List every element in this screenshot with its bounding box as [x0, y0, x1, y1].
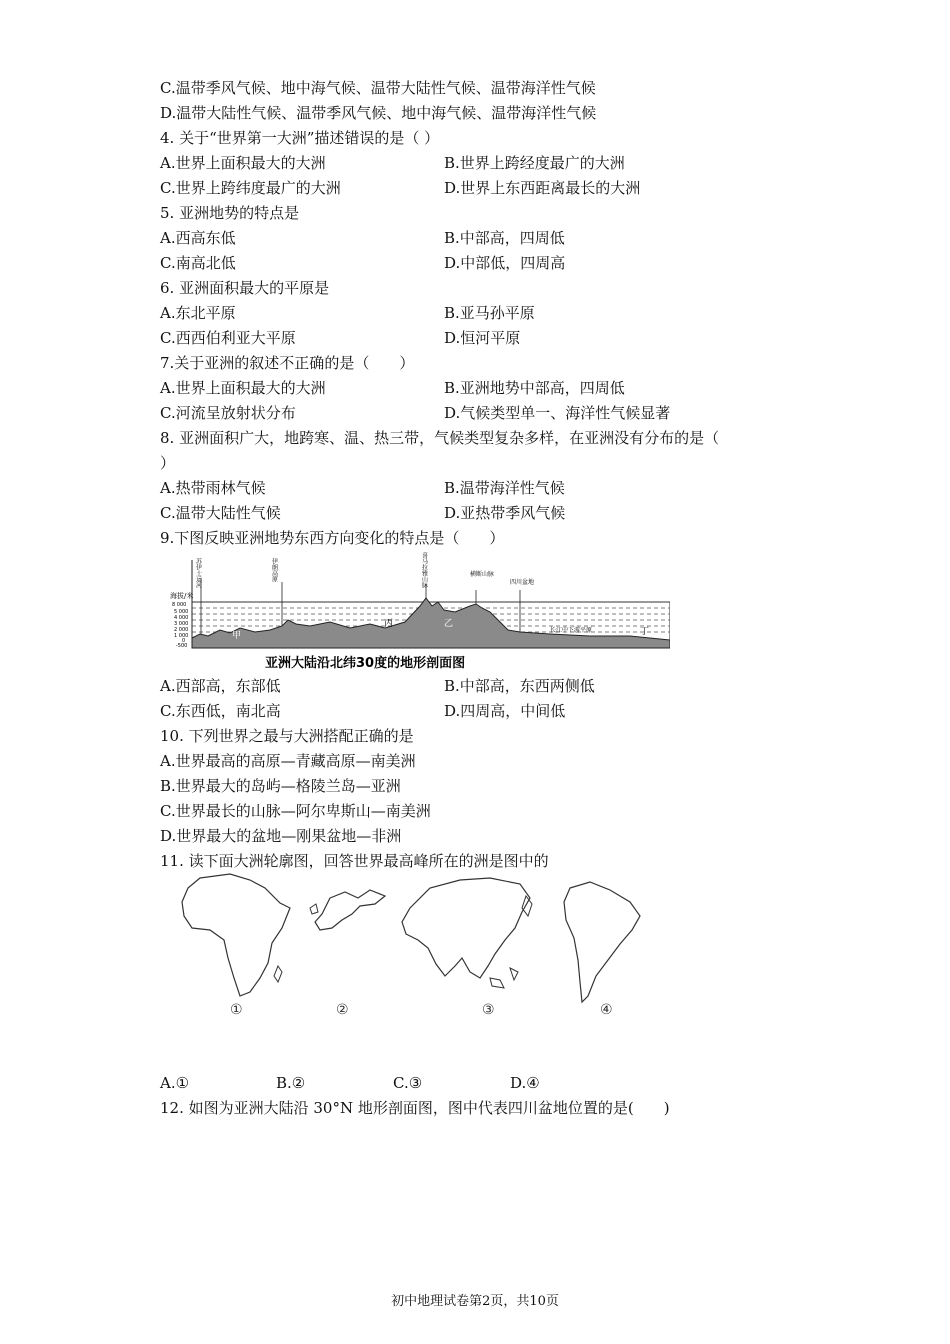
- q5-stem: 5. 亚洲地势的特点是: [160, 204, 300, 222]
- y-tick: 3 000: [174, 621, 189, 627]
- y-tick: 5 000: [174, 609, 189, 615]
- y-axis-label: 海拔/米: [170, 592, 194, 600]
- q8-option-d: D.亚热带季风气候: [444, 504, 566, 522]
- y-tick: 4 000: [174, 615, 189, 621]
- q10-option-d: D.世界最大的盆地—刚果盆地—非洲: [160, 827, 402, 845]
- map-label-4: ④: [600, 1002, 613, 1018]
- q4-option-b: B.世界上跨经度最广的大洲: [444, 154, 625, 172]
- continent-europe-outline: [315, 890, 385, 930]
- q4-stem: 4. 关于“世界第一大洲”描述错误的是（ ）: [160, 129, 440, 147]
- map-label-1: ①: [230, 1002, 243, 1018]
- q10-stem: 10. 下列世界之最与大洲搭配正确的是: [160, 727, 414, 745]
- q9-stem: 9.下图反映亚洲地势东西方向变化的特点是（ ）: [160, 529, 505, 547]
- marker-bing: 丙: [384, 619, 394, 629]
- figure-caption: 亚洲大陆沿北纬30度的地形剖面图: [265, 656, 466, 671]
- madagascar-outline: [274, 966, 282, 982]
- q12-stem: 12. 如图为亚洲大陆沿 30°N 地形剖面图，图中代表四川盆地位置的是( ): [160, 1099, 670, 1117]
- terrain-profile-figure: [170, 550, 670, 675]
- q7-stem: 7.关于亚洲的叙述不正确的是（ ）: [160, 354, 415, 372]
- q11-option-d: D.④: [510, 1074, 540, 1092]
- q8-stem-cont: ）: [160, 454, 176, 472]
- page-footer: 初中地理试卷第2页，共10页: [391, 1294, 559, 1309]
- q7-option-c: C.河流呈放射状分布: [160, 404, 296, 422]
- q4-option-d: D.世界上东西距离最长的大洲: [444, 179, 641, 197]
- q8-option-a: A.热带雨林气候: [160, 479, 266, 497]
- q3-option-c: C.温带季风气候、地中海气候、温带大陆性气候、温带海洋性气候: [160, 79, 596, 97]
- q7-option-b: B.亚洲地势中部高，四周低: [444, 379, 625, 397]
- q10-option-a: A.世界最高的高原—青藏高原—南美洲: [160, 752, 416, 770]
- q10-option-b: B.世界最大的岛屿—格陵兰岛—亚洲: [160, 777, 401, 795]
- marker-ding: 丁: [640, 627, 650, 637]
- y-tick: 8 000: [172, 602, 187, 608]
- continent-africa-outline: [182, 874, 290, 996]
- map-label-2: ②: [336, 1002, 349, 1018]
- continent-south-america-outline: [564, 882, 640, 1002]
- q11-option-c: C.③: [393, 1074, 423, 1092]
- islands-outline: [490, 978, 504, 988]
- islands-outline: [510, 968, 518, 980]
- marker-yi: 乙: [444, 619, 454, 629]
- terrain-profile-shape: [192, 598, 670, 648]
- label-yangtze: 长江中下游平原: [550, 627, 593, 634]
- q4-option-a: A.世界上面积最大的大洲: [160, 154, 326, 172]
- q8-stem: 8. 亚洲面积广大，地跨寒、温、热三带，气候类型复杂多样，在亚洲没有分布的是（: [160, 429, 720, 447]
- label-hengduan: 横断山脉: [470, 571, 495, 578]
- q4-option-c: C.世界上跨纬度最广的大洲: [160, 179, 341, 197]
- q11-option-b: B.②: [276, 1074, 306, 1092]
- japan-outline: [522, 896, 532, 916]
- q9-option-d: D.四周高，中间低: [444, 702, 566, 720]
- q9-option-a: A.西部高，东部低: [160, 677, 281, 695]
- q6-option-a: A.东北平原: [160, 304, 236, 322]
- q6-option-b: B.亚马孙平原: [444, 304, 535, 322]
- q10-option-c: C.世界最长的山脉—阿尔卑斯山—南美洲: [160, 802, 431, 820]
- label-himalaya: 喜马拉雅山脉: [420, 552, 428, 588]
- q7-option-d: D.气候类型单一、海洋性气候显著: [444, 404, 671, 422]
- map-label-3: ③: [482, 1002, 495, 1018]
- label-suez: 苏伊士运河: [194, 558, 202, 588]
- q11-option-a: A.①: [160, 1074, 190, 1092]
- label-sichuan: 四川盆地: [510, 579, 535, 586]
- y-tick: 1 000: [174, 633, 189, 639]
- label-iran: 伊朗高原: [270, 558, 278, 582]
- q5-option-d: D.中部低，四周高: [444, 254, 566, 272]
- y-tick: 2 000: [174, 627, 189, 633]
- q9-option-c: C.东西低，南北高: [160, 702, 281, 720]
- q6-stem: 6. 亚洲面积最大的平原是: [160, 279, 330, 297]
- q11-stem: 11. 读下面大洲轮廓图，回答世界最高峰所在的洲是图中的: [160, 852, 549, 870]
- q9-option-b: B.中部高，东西两侧低: [444, 677, 595, 695]
- q6-option-d: D.恒河平原: [444, 329, 521, 347]
- q5-option-b: B.中部高，四周低: [444, 229, 565, 247]
- q6-option-c: C.西西伯利亚大平原: [160, 329, 296, 347]
- marker-jia: 甲: [232, 631, 242, 641]
- q5-option-c: C.南高北低: [160, 254, 236, 272]
- q5-option-a: A.西高东低: [160, 229, 236, 247]
- britain-outline: [310, 904, 318, 914]
- terrain-profile-svg: [170, 550, 670, 675]
- continent-asia-outline: [402, 878, 530, 978]
- continent-outline-svg: [170, 868, 660, 1033]
- q8-option-c: C.温带大陆性气候: [160, 504, 281, 522]
- q7-option-a: A.世界上面积最大的大洲: [160, 379, 326, 397]
- continent-outline-figure: [170, 868, 660, 1033]
- q8-option-b: B.温带海洋性气候: [444, 479, 565, 497]
- q3-option-d: D.温带大陆性气候、温带季风气候、地中海气候、温带海洋性气候: [160, 104, 597, 122]
- y-tick: -500: [176, 643, 188, 649]
- y-tick: 0: [182, 638, 186, 644]
